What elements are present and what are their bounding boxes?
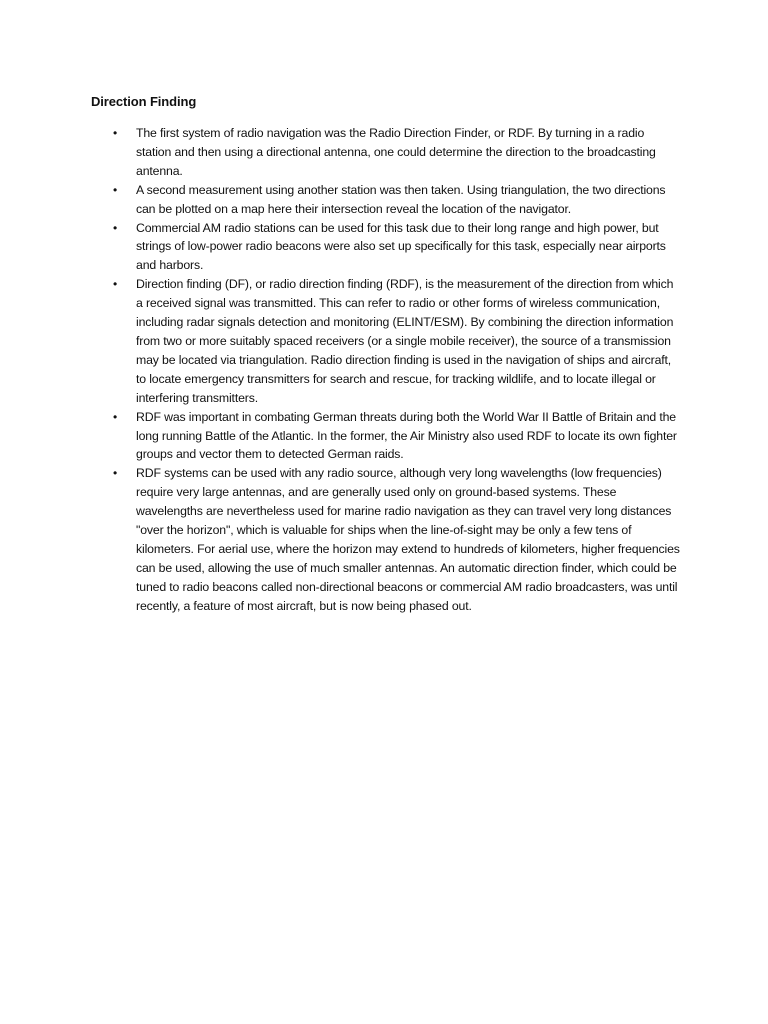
bullet-icon: • (113, 409, 118, 424)
bullet-list (91, 124, 681, 616)
bullet-item-2 (91, 181, 681, 219)
bullet-icon: • (113, 466, 118, 481)
bullet-text: Commercial AM radio stations can be used for this task due to their long range and high power, but strings of low-power radio beacons were also set up specifically for this task, especially near airports and harbors. (136, 220, 666, 273)
bullet-icon: • (113, 277, 118, 292)
bullet-text: Direction finding (DF), or radio direction finding (RDF), is the measurement of the direction from which a received signal was transmitted. This can refer to radio or other forms of wireless communication, including radar signals detection and monitoring (ELINT/ESM). By combining the direction information from two or more suitably spaced receivers (or a single mobile receiver), the source of a transmission may be located via triangulation. Radio direction finding is used in the navigation of ships and aircraft, to locate emergency transmitters for search and rescue, for tracking wildlife, and to locate illegal or interfering transmitters. (136, 277, 674, 405)
page-heading: Direction Finding (91, 94, 197, 109)
bullet-icon: • (113, 126, 118, 140)
bullet-item-1 (91, 124, 681, 181)
bullet-text: A second measurement using another station was then taken. Using triangulation, the two directions can be plotted on a map here their intersection reveal the location of the navigator. (136, 182, 666, 216)
bullet-item-3 (91, 219, 681, 276)
bullet-item-6 (91, 464, 681, 615)
bullet-text: RDF was important in combating German threats during both the World War II Battle of Britain and the long running Battle of the Atlantic. In the former, the Air Ministry also used RDF to locate its own fighter groups and vector them to detected German raids. (136, 409, 677, 462)
bullet-text: RDF systems can be used with any radio source, although very long wavelengths (low frequencies) require very large antennas, and are generally used only on ground-based systems. These wavelengths are nevertheless used for marine radio navigation as they can travel very long distances "over the horizon", which is valuable for ships when the line-of-sight may be only a few tens of kilometers. For aerial use, where the horizon may extend to hundreds of kilometers, higher frequencies can be used, allowing the use of much smaller antennas. An automatic direction finder, which could be tuned to radio beacons called non-directional beacons or commercial AM radio broadcasters, was until recently, a feature of most aircraft, but is now being phased out. (136, 466, 680, 613)
bullet-item-4 (91, 275, 681, 407)
bullet-icon: • (113, 220, 118, 235)
bullet-icon: • (113, 182, 118, 197)
bullet-text: The first system of radio navigation was the Radio Direction Finder, or RDF. By turning in a radio station and then using a directional antenna, one could determine the direction to the broadcasting antenna. (136, 126, 656, 178)
bullet-item-5 (91, 408, 681, 465)
